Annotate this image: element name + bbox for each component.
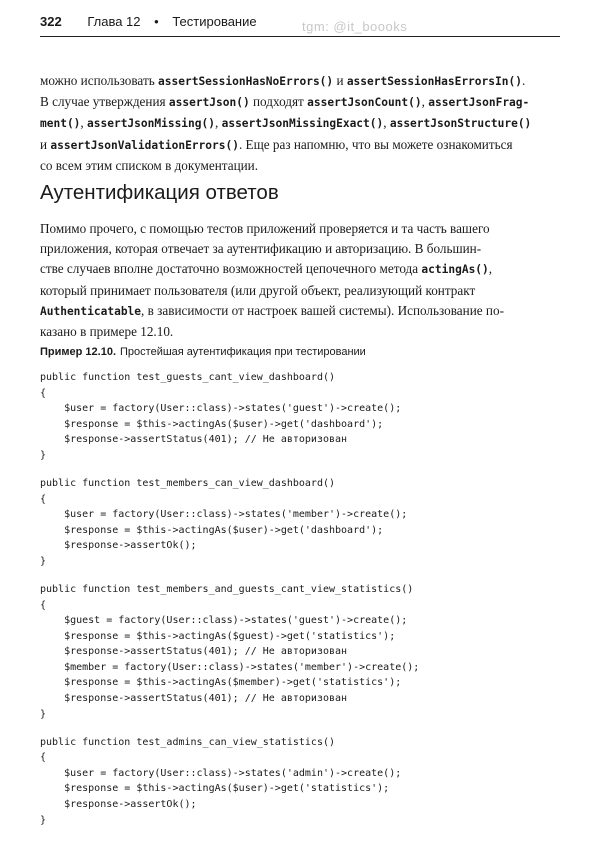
- text-run: В случае утверждения: [40, 94, 169, 110]
- code-inline: Authenticatable: [40, 304, 142, 318]
- example-caption: [40, 346, 366, 358]
- code-line: $user = factory(User::class)->states('guest')->create();: [40, 403, 402, 415]
- text-run: казано в примере 12.10.: [40, 324, 174, 340]
- code-line: }: [40, 814, 47, 826]
- code-line: [40, 570, 560, 582]
- code-line: $response->assertStatus(401); // Не авторизован: [40, 434, 348, 446]
- code-line: }: [40, 449, 47, 461]
- code-line: [40, 722, 560, 734]
- code-line: {: [40, 599, 47, 611]
- section-heading: Аутентификация ответов: [40, 181, 279, 204]
- text-run: , в зависимости от настроек вашей системы). Использование по-: [141, 302, 504, 318]
- auth-line-5: [40, 301, 560, 322]
- text-run: приложения, которая отвечает за аутентификацию и авторизацию. В большин-: [40, 241, 482, 257]
- text-run: ,: [215, 115, 222, 131]
- text-run: ,: [488, 261, 493, 277]
- intro-line-5: [40, 156, 560, 176]
- header-bullet: •: [154, 14, 159, 29]
- text-run: ,: [421, 94, 429, 110]
- code-line: $response->assertOk();: [40, 540, 197, 552]
- text-run: ,: [80, 115, 88, 131]
- text-run: подходят: [249, 94, 308, 110]
- code-line: $response = $this->actingAs($guest)->get('statistics');: [40, 630, 396, 642]
- code-line: }: [40, 555, 47, 567]
- text-run: и: [333, 73, 347, 88]
- code-line: $guest = factory(User::class)->states('guest')->create();: [40, 615, 408, 627]
- code-line: public function test_members_can_view_dashboard(): [40, 477, 336, 489]
- code-inline: ment(): [40, 117, 81, 131]
- auth-line-6: [40, 322, 560, 342]
- chapter-title: Тестирование: [172, 14, 257, 29]
- code-inline: assertJsonStructure(): [389, 117, 532, 131]
- code-inline: assertJson(): [168, 96, 250, 110]
- code-inline: assertSessionHasErrorsIn(): [346, 75, 522, 88]
- text-run: . Еще раз напомню, что вы можете ознакомиться: [238, 136, 513, 152]
- code-inline: assertJsonValidationErrors(): [50, 138, 239, 152]
- code-inline: actingAs(): [421, 263, 489, 277]
- text-run: .: [521, 73, 526, 88]
- text-run: Помимо прочего, с помощью тестов приложений проверяется и та часть вашего: [40, 221, 490, 236]
- code-listing: [40, 370, 560, 828]
- page-number: 322: [40, 14, 62, 29]
- watermark: tgm: @it_boooks: [302, 19, 408, 34]
- text-run: со всем этим списком в документации.: [40, 157, 259, 173]
- code-line: public function test_admins_can_view_statistics(): [40, 736, 336, 748]
- intro-line-1: [40, 71, 560, 92]
- auth-paragraph: [40, 219, 560, 342]
- example-title: Простейшая аутентификация при тестировании: [120, 346, 366, 358]
- code-line: $user = factory(User::class)->states('admin')->create();: [40, 767, 402, 779]
- code-line: {: [40, 752, 47, 764]
- intro-line-2: [40, 92, 560, 113]
- code-line: public function test_guests_cant_view_dashboard(): [40, 372, 336, 383]
- auth-line-1: [40, 219, 560, 239]
- code-line: [40, 464, 560, 476]
- code-line: $response = $this->actingAs($user)->get('dashboard');: [40, 418, 384, 430]
- code-line: {: [40, 387, 47, 399]
- running-header: [40, 14, 560, 37]
- intro-line-3: [40, 113, 560, 134]
- text-run: ,: [383, 115, 390, 131]
- example-label: Пример 12.10.: [40, 346, 117, 358]
- code-line: $response->assertStatus(401); // Не авторизован: [40, 693, 348, 705]
- intro-paragraph: [40, 71, 560, 176]
- intro-line-4: [40, 135, 560, 156]
- code-inline: assertSessionHasNoErrors(): [158, 75, 334, 88]
- code-inline: assertJsonCount(): [307, 96, 422, 110]
- code-line: $user = factory(User::class)->states('member')->create();: [40, 509, 408, 521]
- text-run: стве случаев вполне достаточно возможностей цепочечного метода: [40, 261, 422, 277]
- code-line: $member = factory(User::class)->states('member')->create();: [40, 661, 420, 673]
- code-line: }: [40, 708, 47, 720]
- code-line: $response = $this->actingAs($user)->get('dashboard');: [40, 524, 384, 536]
- auth-line-3: [40, 259, 560, 280]
- code-inline: assertJsonMissing(): [87, 117, 215, 131]
- code-line: $response = $this->actingAs($user)->get('statistics');: [40, 783, 390, 795]
- text-run: можно использовать: [40, 73, 159, 88]
- code-line: $response->assertStatus(401); // Не авторизован: [40, 646, 348, 658]
- auth-line-2: [40, 239, 560, 259]
- code-inline: assertJsonMissingExact(): [221, 117, 384, 131]
- chapter-label: Глава 12: [87, 14, 141, 29]
- text-run: и: [40, 136, 51, 152]
- text-run: который принимает пользователя (или другой объект, реализующий контракт: [40, 282, 476, 298]
- code-line: $response->assertOk();: [40, 799, 197, 811]
- code-line: public function test_members_and_guests_cant_view_statistics(): [40, 583, 414, 595]
- auth-line-4: [40, 281, 560, 301]
- code-line: {: [40, 493, 47, 505]
- code-inline: assertJsonFrag-: [428, 96, 530, 110]
- code-line: $response = $this->actingAs($member)->get('statistics');: [40, 677, 402, 689]
